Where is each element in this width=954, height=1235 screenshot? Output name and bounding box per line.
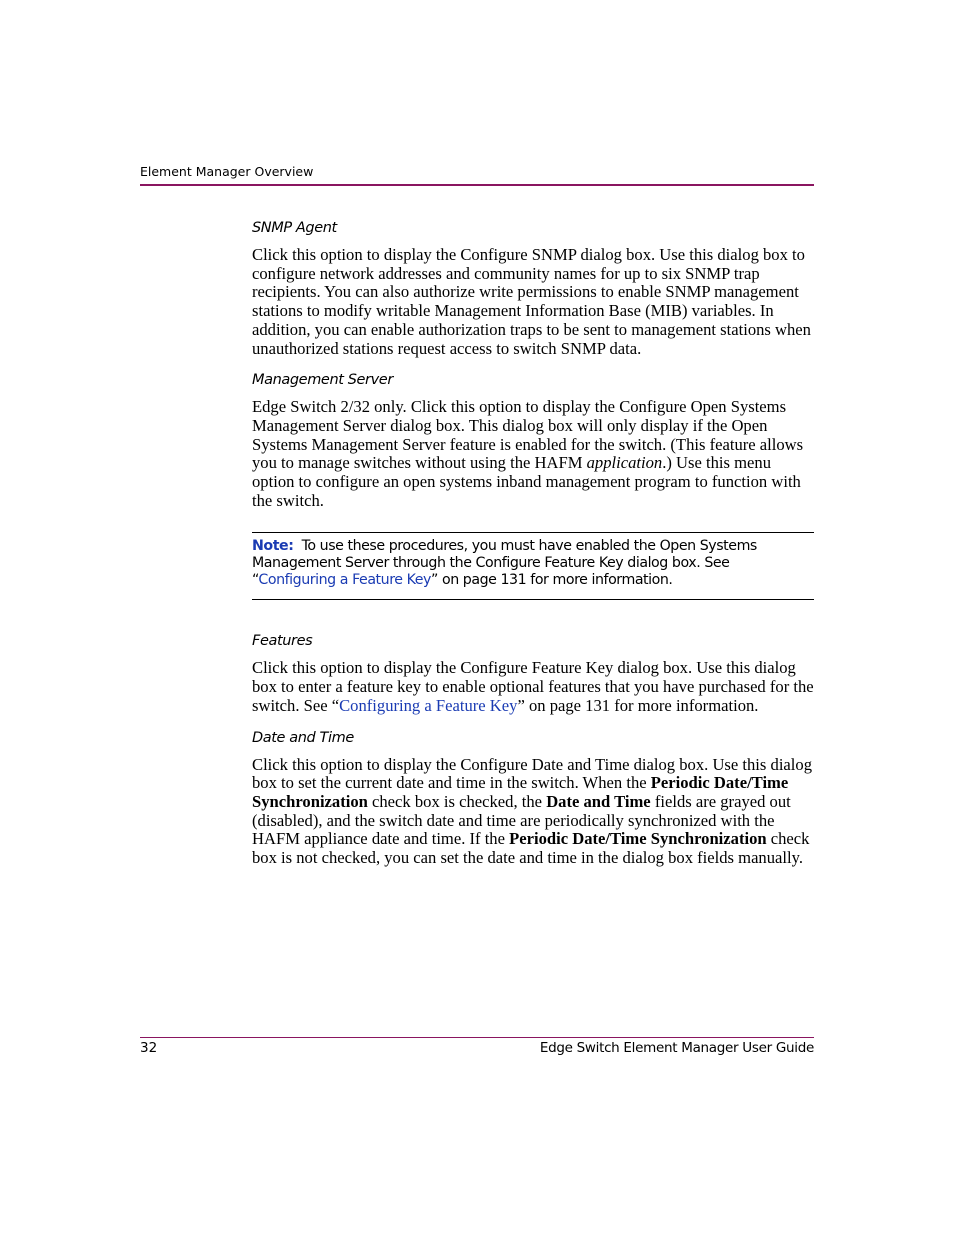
features-text-2: ” on page 131 for more information. [517,695,759,715]
management-server-heading: Management Server [252,372,393,389]
running-header-title: Element Manager Overview [140,164,314,179]
date-time-bold-1: Periodic Date/Time Synchronization [252,773,789,811]
date-time-text-4: check box is not checked, you can set the date and time in the dialog box fields manually. [252,829,810,868]
snmp-agent-heading: SNMP Agent [252,220,337,236]
footer-rule [140,1037,814,1038]
date-time-text-2: check box is checked, the [367,791,547,811]
date-and-time-paragraph [252,756,814,868]
note-text-2: ” on page 131 for more information. [431,572,673,589]
note-label: Note: [252,538,294,555]
section-snmp-agent [252,218,814,358]
date-time-text-1: Click this option to display the Configure Date and Time dialog box. Use this dialog box to set the current date and time in the switch. When the [252,754,812,793]
features-paragraph [252,659,814,715]
snmp-agent-paragraph: Click this option to display the Configure SNMP dialog box. Use this dialog box to configure network addresses and community names for up to six SNMP trap recipients. You can also authorize write permissions to enable SNMP management stations to modify writable Management Information Base (MIB) variables. In addition, you can enable authorization traps to be sent to management stations when unauthorized stations request access to switch SNMP data. [252,245,811,358]
management-server-text-1: Edge Switch 2/32 only. Click this option to display the Configure Open Systems Management Server dialog box. This dialog box will only display if the Open Systems Management Server feature is enabled for the switch. (This feature allows you to manage switches without using the HAFM [252,397,804,473]
guide-title: Edge Switch Element Manager User Guide [539,1040,814,1056]
features-heading: Features [252,633,313,650]
management-server-text-2: .) Use this menu option to configure an open systems inband management program to function with the switch. [252,453,801,510]
management-server-italic: application [586,453,663,473]
page-content [252,218,814,880]
features-feature-key-link[interactable]: Configuring a Feature Key [339,695,518,715]
management-server-paragraph [252,398,814,510]
date-time-bold-3: Periodic Date/Time Synchronization [509,829,767,849]
section-management-server [252,370,814,510]
date-time-text-3: fields are grayed out (disabled), and the switch date and time are periodically synchronized with the HAFM appliance date and time. If the [252,791,791,849]
note-text-1: To use these procedures, you must have enabled the Open Systems Management Server through the Configure Feature Key dialog box. See “ [252,538,757,589]
section-date-and-time [252,728,814,868]
note-box [252,532,814,600]
note-feature-key-link[interactable]: Configuring a Feature Key [258,572,431,589]
date-and-time-heading: Date and Time [252,729,354,746]
section-features [252,631,814,715]
features-text-1: Click this option to display the Configure Feature Key dialog box. Use this dialog box to enter a feature key to enable optional features that you have purchased for the switch. See “ [252,658,814,715]
date-time-bold-2: Date and Time [546,791,651,811]
page-number: 32 [140,1040,158,1056]
header-rule [140,184,814,186]
